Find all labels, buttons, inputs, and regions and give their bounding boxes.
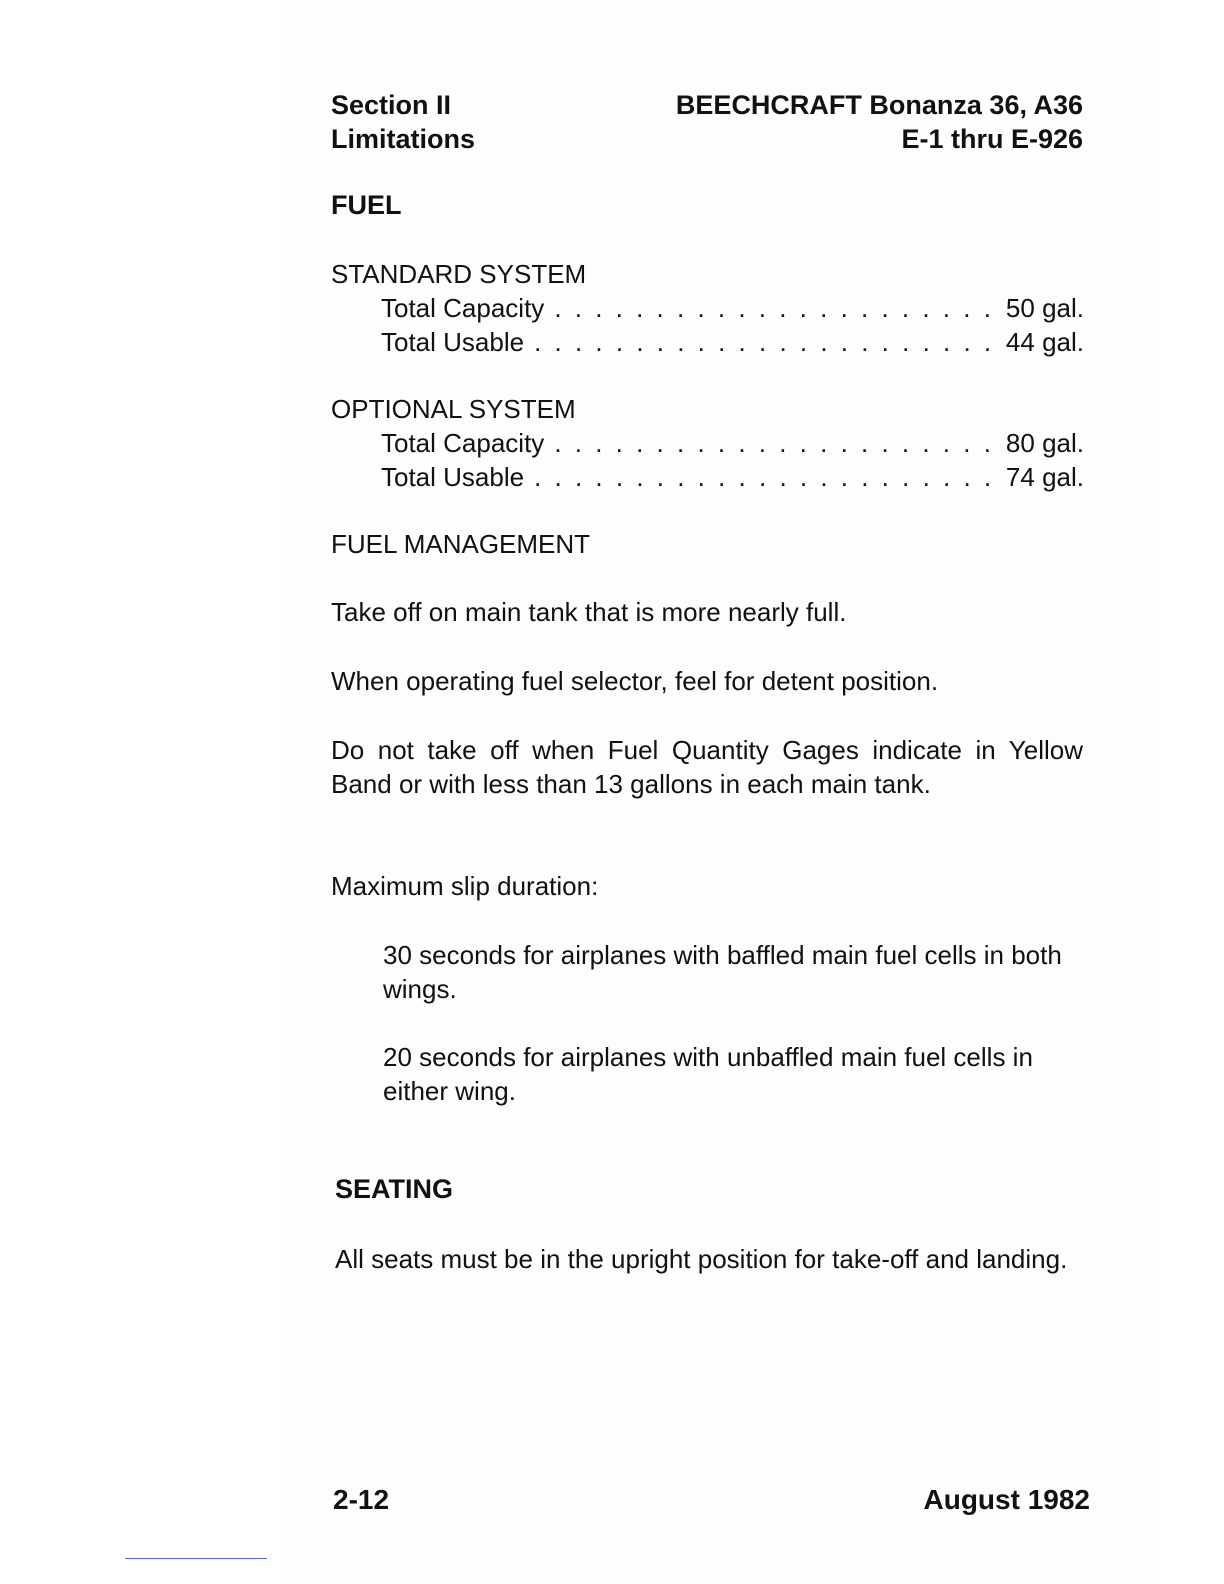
standard-capacity-row bbox=[381, 291, 1084, 325]
standard-capacity-label: Total Capacity bbox=[381, 293, 545, 323]
page-number: 2-12 bbox=[333, 1484, 390, 1515]
slip-duration-title: Maximum slip duration: bbox=[331, 871, 599, 901]
fuel-para-1: Take off on main tank that is more nearly full. bbox=[331, 597, 847, 627]
dot-leader bbox=[534, 325, 996, 359]
aircraft-title: BEECHCRAFT Bonanza 36, A36 bbox=[675, 90, 1083, 120]
optional-capacity-label: Total Capacity bbox=[381, 428, 545, 458]
dot-leader bbox=[554, 291, 996, 325]
serial-range: E-1 thru E-926 bbox=[901, 124, 1083, 154]
fuel-management-title: FUEL MANAGEMENT bbox=[331, 529, 591, 559]
page-date: August 1982 bbox=[923, 1484, 1090, 1515]
dot-leader bbox=[554, 426, 996, 460]
subsection-label: Limitations bbox=[331, 124, 476, 154]
header-right bbox=[676, 88, 1083, 156]
standard-usable-label: Total Usable bbox=[381, 327, 525, 357]
optional-usable-value: 74 gal. bbox=[1005, 462, 1084, 492]
fuel-para-2: When operating fuel selector, feel for detent position. bbox=[331, 666, 939, 696]
slip-item-1: 30 seconds for airplanes with baffled main fuel cells in both wings. bbox=[383, 940, 1062, 1004]
seating-text: All seats must be in the upright position for take-off and landing. bbox=[335, 1244, 1068, 1274]
scan-mark-line bbox=[125, 1558, 267, 1559]
slip-item-2: 20 seconds for airplanes with unbaffled main fuel cells in either wing. bbox=[383, 1042, 1033, 1106]
standard-capacity-value: 50 gal. bbox=[1005, 293, 1084, 323]
fuel-para-3: Do not take off when Fuel Quantity Gages indicate in Yellow Band or with less than 13 gallons in each main tank. bbox=[331, 735, 1083, 799]
section-label: Section II bbox=[331, 90, 452, 120]
standard-usable-row bbox=[381, 325, 1084, 359]
optional-system-title: OPTIONAL SYSTEM bbox=[331, 394, 576, 424]
optional-capacity-value: 80 gal. bbox=[1005, 428, 1084, 458]
fuel-heading: FUEL bbox=[331, 190, 402, 220]
seating-heading: SEATING bbox=[335, 1174, 454, 1204]
header-left bbox=[331, 88, 475, 156]
optional-capacity-row bbox=[381, 426, 1084, 460]
optional-usable-label: Total Usable bbox=[381, 462, 525, 492]
standard-usable-value: 44 gal. bbox=[1005, 327, 1084, 357]
dot-leader bbox=[534, 460, 996, 494]
optional-usable-row bbox=[381, 460, 1084, 494]
standard-system-title: STANDARD SYSTEM bbox=[331, 259, 587, 289]
